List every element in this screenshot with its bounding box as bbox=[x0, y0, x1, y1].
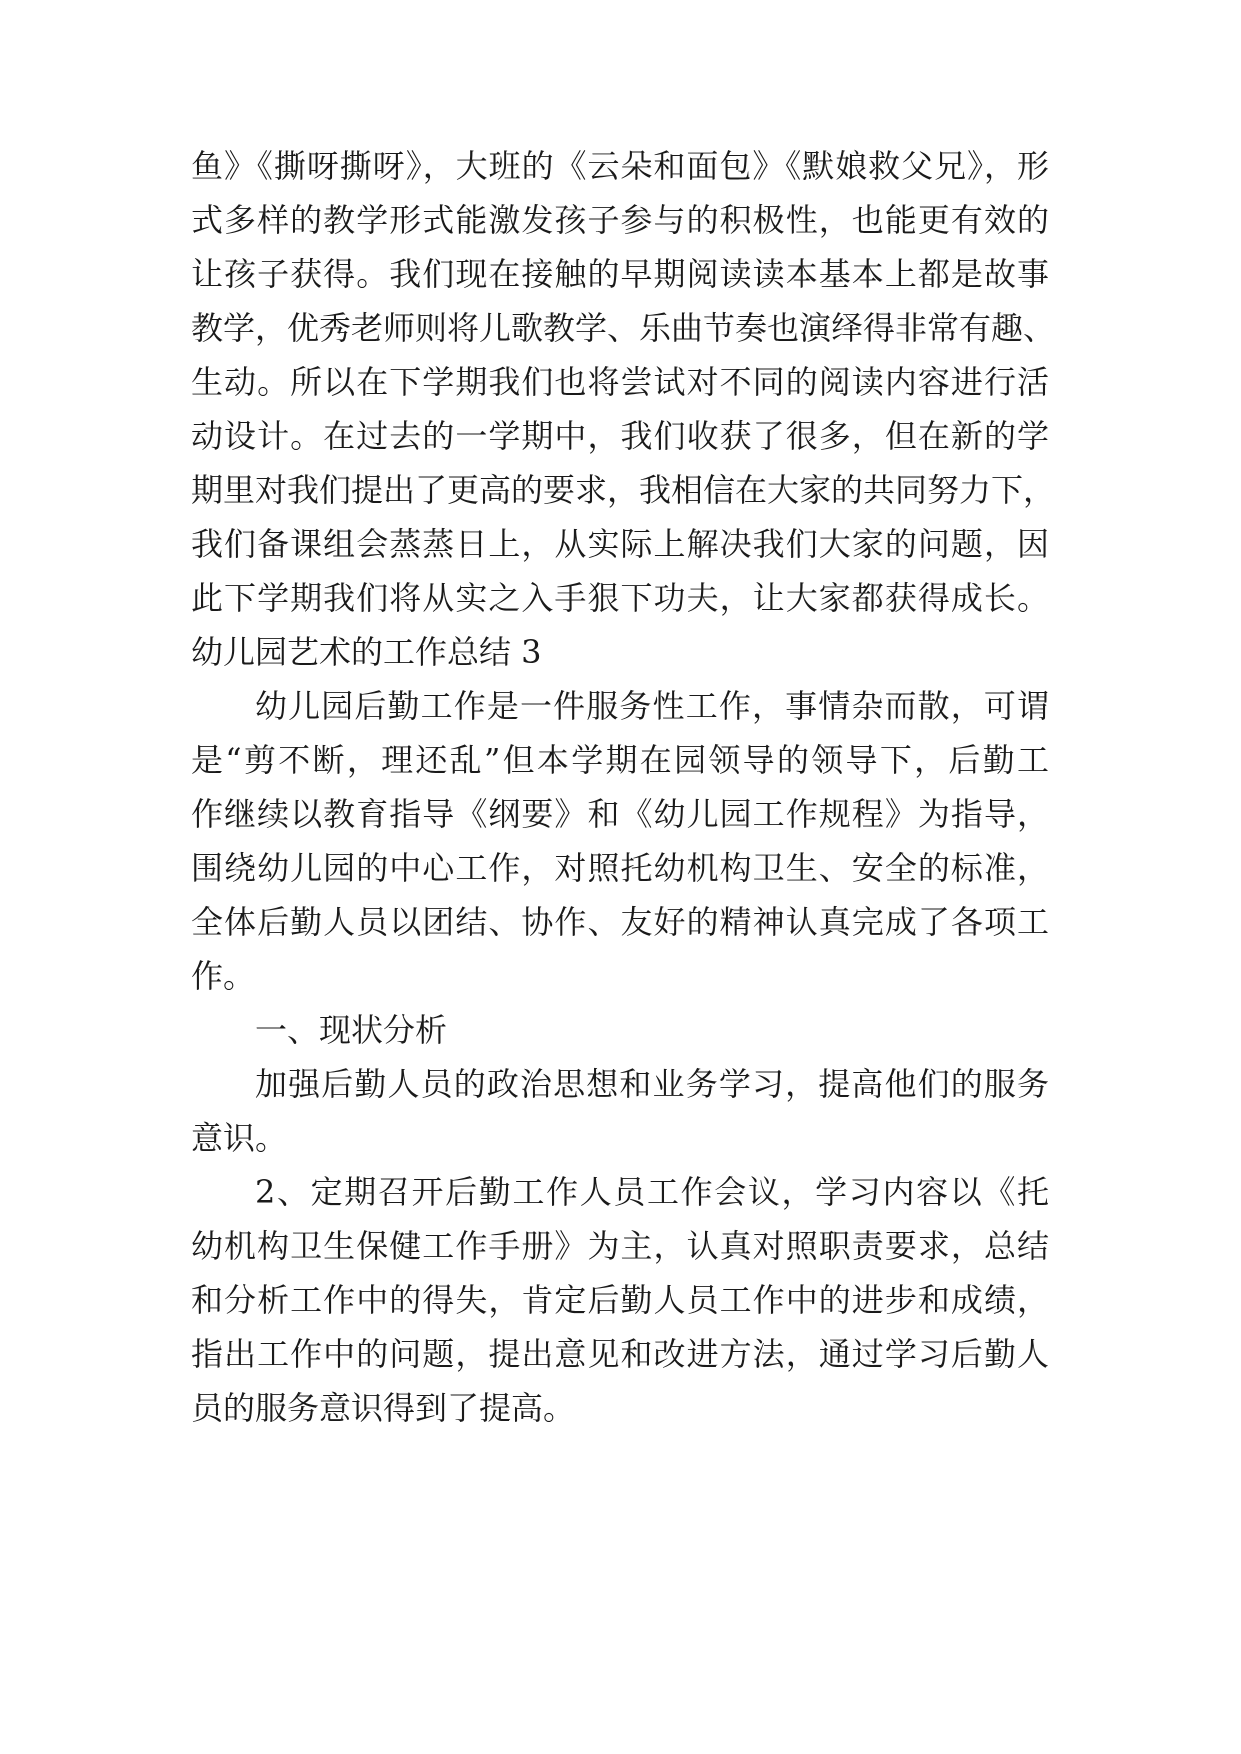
paragraph-line: 鱼》《撕呀撕呀》，大班的《云朵和面包》《默娘救父兄》，形 bbox=[191, 147, 1049, 185]
paragraph-line: 全体后勤人员以团结、协作、友好的精神认真完成了各项工 bbox=[191, 903, 1049, 941]
subheading: 一、现状分析 bbox=[255, 1011, 448, 1049]
paragraph-line: 加强后勤人员的政治思想和业务学习，提高他们的服务 bbox=[255, 1065, 1049, 1103]
paragraph-line: 幼机构卫生保健工作手册》为主，认真对照职责要求，总结 bbox=[191, 1227, 1049, 1265]
paragraph-line: 指出工作中的问题，提出意见和改进方法，通过学习后勤人 bbox=[191, 1335, 1049, 1373]
section-heading: 幼儿园艺术的工作总结 3 bbox=[191, 633, 542, 671]
paragraph-line: 让孩子获得。我们现在接触的早期阅读读本基本上都是故事 bbox=[191, 255, 1049, 293]
paragraph-line: 期里对我们提出了更高的要求，我相信在大家的共同努力下， bbox=[191, 471, 1056, 509]
paragraph-line: 作继续以教育指导《纲要》和《幼儿园工作规程》为指导， bbox=[191, 795, 1049, 833]
paragraph-line: 幼儿园后勤工作是一件服务性工作，事情杂而散，可谓 bbox=[255, 687, 1049, 725]
paragraph-line: 是“剪不断，理还乱”但本学期在园领导的领导下，后勤工 bbox=[191, 741, 1049, 779]
paragraph-line: 动设计。在过去的一学期中，我们收获了很多，但在新的学 bbox=[191, 417, 1049, 455]
paragraph-line: 作。 bbox=[191, 957, 256, 995]
paragraph-line: 和分析工作中的得失，肯定后勤人员工作中的进步和成绩， bbox=[191, 1281, 1049, 1319]
paragraph-line: 生动。所以在下学期我们也将尝试对不同的阅读内容进行活 bbox=[191, 363, 1049, 401]
paragraph-line: 此下学期我们将从实之入手狠下功夫，让大家都获得成长。 bbox=[191, 579, 1049, 617]
paragraph-line: 员的服务意识得到了提高。 bbox=[191, 1389, 576, 1427]
paragraph-line: 意识。 bbox=[191, 1119, 288, 1157]
paragraph-line: 教学，优秀老师则将儿歌教学、乐曲节奏也演绎得非常有趣、 bbox=[191, 309, 1056, 347]
paragraph-line: 围绕幼儿园的中心工作，对照托幼机构卫生、安全的标准， bbox=[191, 849, 1049, 887]
paragraph-line: 式多样的教学形式能激发孩子参与的积极性，也能更有效的 bbox=[191, 201, 1049, 239]
paragraph-line: 2、定期召开后勤工作人员工作会议，学习内容以《托 bbox=[255, 1173, 1049, 1211]
paragraph-line: 我们备课组会蒸蒸日上，从实际上解决我们大家的问题，因 bbox=[191, 525, 1049, 563]
